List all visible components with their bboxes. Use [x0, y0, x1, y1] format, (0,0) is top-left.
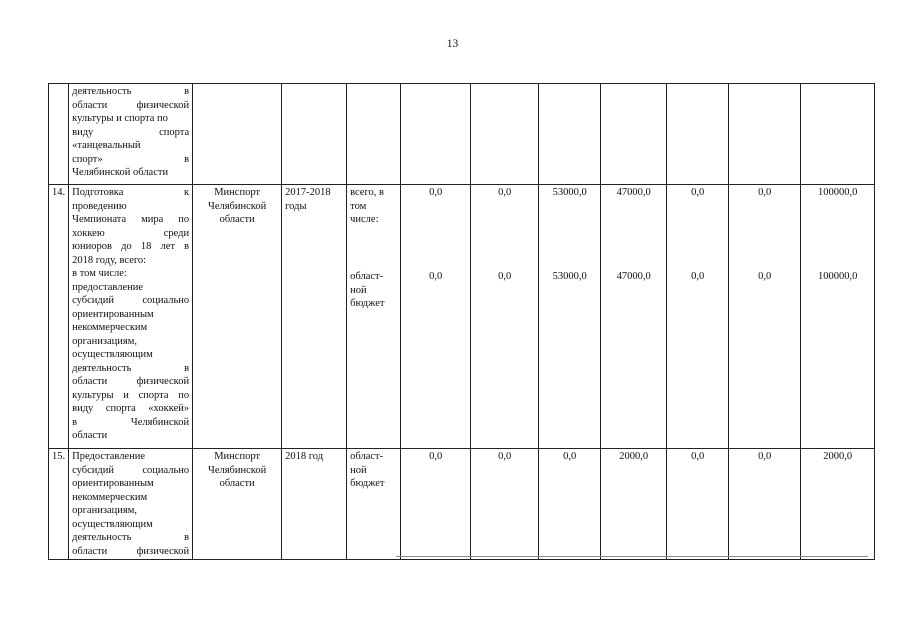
row-value [667, 84, 729, 185]
row-value-cell [801, 185, 875, 449]
row-period [282, 84, 347, 185]
row-value: 2000,0 [801, 449, 875, 560]
table-row [49, 84, 875, 185]
value-total: 0,0 [758, 187, 772, 198]
row-value-cell [471, 185, 539, 449]
row-value: 0,0 [729, 449, 801, 560]
source-total: всего, в том числе: [350, 187, 384, 225]
row-value [729, 84, 801, 185]
row-executor: Минспорт Челябинской области [193, 185, 282, 449]
row-value: 0,0 [667, 449, 729, 560]
value-total: 47000,0 [616, 187, 651, 198]
row-executor [193, 84, 282, 185]
table-row [49, 185, 875, 449]
row-value-cell [729, 185, 801, 449]
row-period: 2018 год [282, 449, 347, 560]
row-value-cell [401, 185, 471, 449]
row-value-cell [539, 185, 601, 449]
value-budget: 0,0 [498, 271, 512, 282]
row-executor: Минспорт Челябинской области [193, 449, 282, 560]
row-value [401, 84, 471, 185]
row-value: 0,0 [539, 449, 601, 560]
row-source [347, 84, 401, 185]
source-regional-budget: област-ной бюджет [350, 271, 385, 309]
value-total: 53000,0 [552, 187, 587, 198]
row-source [347, 185, 401, 449]
row-value: 0,0 [401, 449, 471, 560]
value-budget: 100000,0 [817, 271, 858, 282]
page-number: 13 [446, 38, 459, 50]
value-total: 0,0 [691, 187, 705, 198]
row-value-cell [601, 185, 667, 449]
value-budget: 0,0 [691, 271, 705, 282]
row-value: 2000,0 [601, 449, 667, 560]
row-value [471, 84, 539, 185]
value-total: 100000,0 [817, 187, 858, 198]
row-source: област-ной бюджет [347, 449, 401, 560]
row-number: 15. [49, 449, 69, 560]
row-value [801, 84, 875, 185]
table-bottom-edge [396, 556, 868, 557]
value-budget: 0,0 [429, 271, 443, 282]
value-budget: 47000,0 [616, 271, 651, 282]
value-budget: 0,0 [758, 271, 772, 282]
row-value-cell [667, 185, 729, 449]
row-description: Предоставление субсидий социально ориентированным некоммерческим организациям, осуществляющим деятельность в области физической [69, 449, 193, 560]
value-budget: 53000,0 [552, 271, 587, 282]
row-value [601, 84, 667, 185]
row-period: 2017-2018 годы [282, 185, 347, 449]
value-total: 0,0 [429, 187, 443, 198]
table-row [49, 449, 875, 560]
row-value [539, 84, 601, 185]
row-number: 14. [49, 185, 69, 449]
value-total: 0,0 [498, 187, 512, 198]
row-number [49, 84, 69, 185]
program-table [48, 83, 875, 560]
row-description: деятельность в области физической культуры и спорта по виду спорта «танцевальный спорт» в Челябинской области [69, 84, 193, 185]
row-value: 0,0 [471, 449, 539, 560]
row-description: Подготовка к проведению Чемпионата мира по хоккею среди юниоров до 18 лет в 2018 году, всего: в том числе: предоставление субсидий социально ориентированным некоммерческим организациям, осуществляющим деятельность в области физической культуры и спорта по виду спорта «хоккей» в Челябинской области [69, 185, 193, 449]
